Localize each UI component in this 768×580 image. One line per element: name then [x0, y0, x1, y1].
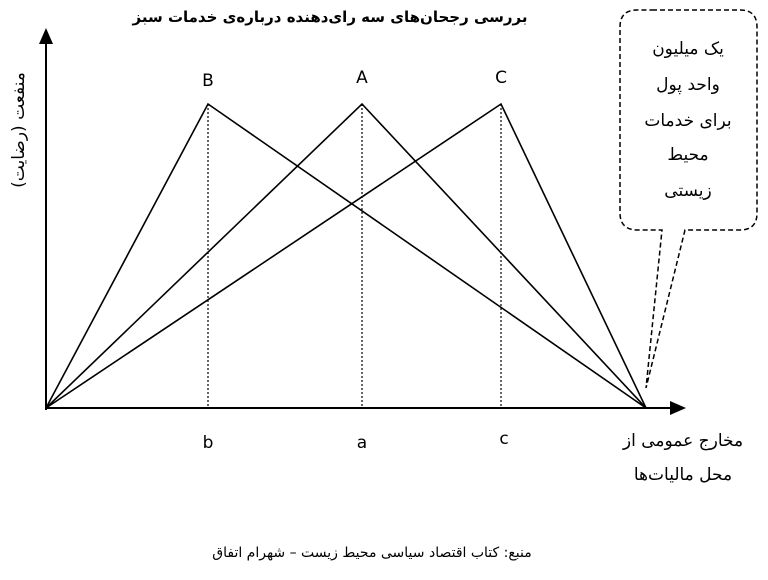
x-axis-label-line-2: محل مالیات‌ها	[633, 465, 733, 485]
tick-label-c: c	[499, 429, 509, 449]
x-axis-label-line-1: مخارج عمومی از	[622, 431, 744, 451]
x-axis-arrow	[670, 401, 686, 415]
preference-line-c	[46, 104, 646, 408]
callout-line-5: زیستی	[664, 181, 712, 201]
preference-line-b	[46, 104, 646, 408]
tick-label-b: b	[202, 433, 214, 453]
y-axis-label: منفعت (رضایت)	[9, 72, 29, 188]
callout-line-1: یک میلیون	[652, 39, 724, 59]
y-axis-arrow	[39, 28, 53, 44]
callout-line-4: محیط	[667, 145, 709, 165]
peak-label-c: C	[495, 68, 507, 88]
peak-label-a: A	[356, 68, 368, 88]
tick-label-a: a	[356, 433, 368, 453]
peak-label-b: B	[202, 71, 214, 91]
callout-line-3: برای خدمات	[644, 111, 732, 131]
preference-line-a	[46, 104, 646, 408]
callout-line-2: واحد پول	[656, 75, 720, 95]
source-caption: منبع: کتاب اقتصاد سیاسی محیط زیست – شهرام اتفاق	[212, 545, 532, 561]
diagram-title: بررسی رجحان‌های سه رای‌دهنده درباره‌ی خدمات سبز	[132, 8, 528, 26]
